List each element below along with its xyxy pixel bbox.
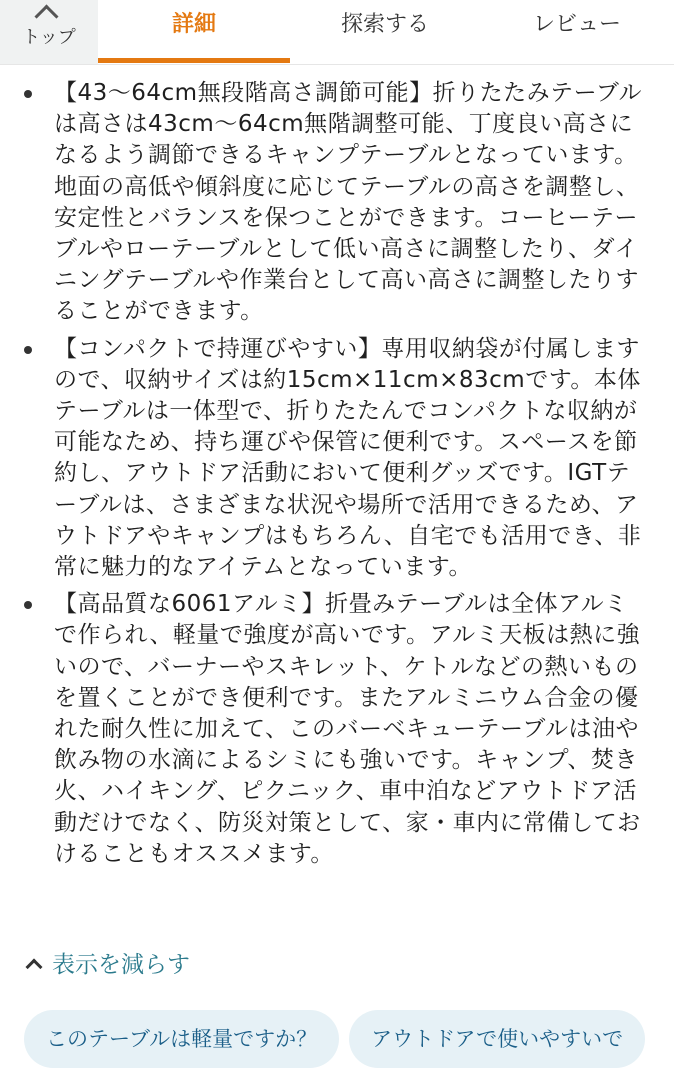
question-chip[interactable]: このテーブルは軽量ですか？: [24, 1010, 339, 1068]
show-less-link[interactable]: [24, 950, 190, 980]
bullet-dot-icon: [24, 601, 32, 609]
product-description: [0, 78, 674, 876]
back-to-top-label: トップ: [22, 27, 76, 48]
top-nav-bar: [0, 0, 674, 65]
back-to-top-button[interactable]: [0, 0, 98, 64]
bullet-dot-icon: [24, 346, 32, 354]
feature-bullet: [0, 334, 674, 584]
feature-text: 【43～64cm無段階高さ調節可能】折りたたみテーブルは高さは43cm～64cm無階調整可能、丁度良い高さになるよう調節できるキャンプテーブルとなっています。地面の高低や傾斜度に応じてテーブルの高さを調整し、安定性とバランスを保つことができます。コーヒーテーブルやローテーブルとして低い高さに調整したり、ダイニングテーブルや作業台として高い高さに調整したりすることができます。: [54, 80, 643, 325]
feature-bullet: [0, 589, 674, 870]
feature-text: 【コンパクトで持運びやすい】専用収納袋が付属しますので、収納サイズは約15cm×11cm×83cmです。本体テーブルは一体型で、折りたたんでコンパクトな収納が可能なため、持ち運びや保管に便利です。スペースを節約し、アウトドア活動において便利グッズです。IGTテーブルは、さまざまな状況や場所で活用できるため、アウトドアやキャンプはもちろん、自宅でも活用でき、非常に魅力的なアイテムとなっています。: [54, 335, 642, 581]
tab-explore[interactable]: 探索する: [340, 12, 429, 37]
tab-reviews[interactable]: レビュー: [532, 12, 621, 37]
chevron-up-icon: [26, 959, 43, 976]
feature-text: 【高品質な6061アルミ】折畳みテーブルは全体アルミで作られ、軽量で強度が高いです。アルミ天板は熱に強いので、バーナーやスキレット、ケトルなどの熱いものを置くことができ便利です。またアルミニウム合金の優れた耐久性に加えて、このバーベキューテーブルは油や飲み物の水滴によるシミにも強いです。キャンプ、焚き火、ハイキング、ピクニック、車中泊などアウトドア活動だけでなく、防災対策として、家・車内に常備しておけることもオススメます。: [54, 591, 641, 867]
question-chip[interactable]: アウトドアで使いやすいで: [349, 1010, 645, 1068]
active-tab-indicator: [98, 58, 290, 63]
suggested-questions: [24, 1010, 674, 1070]
show-less-label: 表示を減らす: [52, 952, 190, 978]
feature-bullet: [0, 78, 674, 328]
tab-details[interactable]: 詳細: [171, 12, 216, 37]
bullet-dot-icon: [24, 90, 32, 98]
